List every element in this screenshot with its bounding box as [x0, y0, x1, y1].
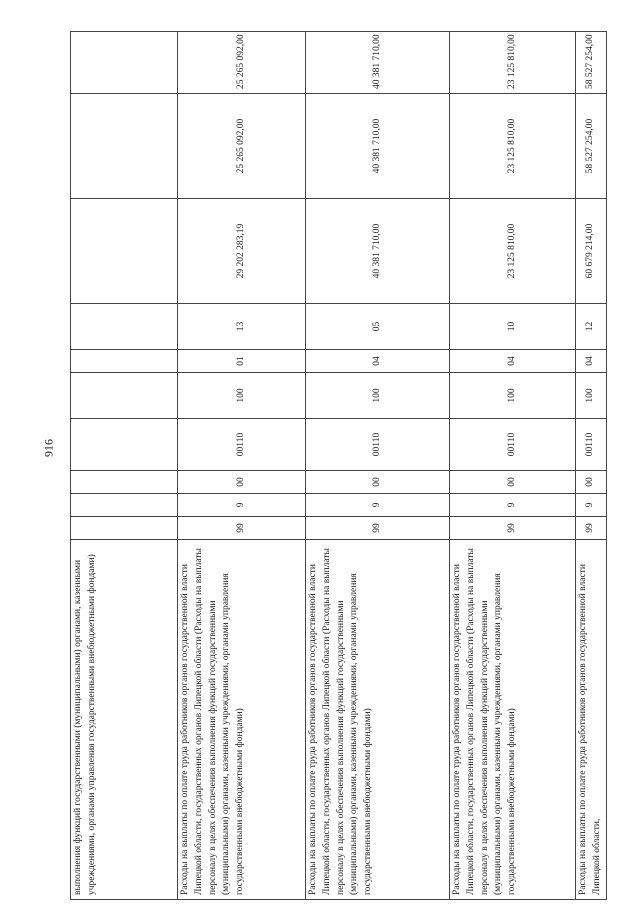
- row-amount-2: 40 381 710,00: [306, 94, 450, 199]
- row-amount-1: 40 381 710,00: [306, 199, 450, 304]
- table-row: [178, 32, 306, 900]
- row-code-2: 9: [178, 494, 306, 517]
- row-code-4: 00110: [306, 419, 450, 471]
- row-code-3: 00: [306, 471, 450, 494]
- row-code-6: 04: [306, 350, 450, 373]
- row-code-5: [71, 373, 178, 419]
- row-code-4: 00110: [178, 419, 306, 471]
- row-code-7: 12: [576, 304, 607, 350]
- row-amount-3: 23 125 810,00: [450, 32, 576, 94]
- row-code-3: 00: [450, 471, 576, 494]
- row-code-2: 9: [306, 494, 450, 517]
- row-amount-2: 58 527 254,00: [576, 94, 607, 199]
- row-amount-1: [71, 199, 178, 304]
- row-amount-2: 25 265 092,00: [178, 94, 306, 199]
- row-code-3: [71, 471, 178, 494]
- row-description: Расходы на выплаты по оплате труда работников органов государственной власти Липецкой области,: [576, 540, 607, 900]
- row-code-7: 13: [178, 304, 306, 350]
- table-row: [450, 32, 576, 900]
- row-code-5: 100: [306, 373, 450, 419]
- budget-table-frame: [70, 32, 602, 900]
- row-code-1: 99: [178, 517, 306, 540]
- table-row: [576, 32, 607, 900]
- row-code-4: [71, 419, 178, 471]
- row-code-2: 9: [450, 494, 576, 517]
- row-description: Расходы на выплаты по оплате труда работников органов государственной власти Липецкой области, государственных органов Липецкой области (Расходы на выплаты персоналу в целях обеспечения выполнения функций государственными (муниципальными) органами, казенными учреждениями, органами управления государственными внебюджетными фондами): [178, 540, 306, 900]
- row-code-4: 00110: [576, 419, 607, 471]
- row-code-6: 04: [576, 350, 607, 373]
- row-code-3: 00: [178, 471, 306, 494]
- table-row: [306, 32, 450, 900]
- budget-table: [70, 31, 607, 900]
- row-code-3: 00: [576, 471, 607, 494]
- row-amount-1: 29 202 283,19: [178, 199, 306, 304]
- row-description: Расходы на выплаты по оплате труда работников органов государственной власти Липецкой области, государственных органов Липецкой области (Расходы на выплаты персоналу в целях обеспечения выполнения функций государственными (муниципальными) органами, казенными учреждениями, органами управления государственными внебюджетными фондами): [306, 540, 450, 900]
- row-code-1: 99: [306, 517, 450, 540]
- row-description: Расходы на выплаты по оплате труда работников органов государственной власти Липецкой области, государственных органов Липецкой области (Расходы на выплаты персоналу в целях обеспечения выполнения функций государственными (муниципальными) органами, казенными учреждениями, органами управления государственными внебюджетными фондами): [450, 540, 576, 900]
- row-code-2: 9: [576, 494, 607, 517]
- row-description: выполнения функций государственными (муниципальными) органами, казенными учреждениями, органами управления государственными внебюджетными фондами): [71, 540, 178, 900]
- row-code-6: [71, 350, 178, 373]
- row-code-5: 100: [178, 373, 306, 419]
- row-code-6: 04: [450, 350, 576, 373]
- row-code-7: [71, 304, 178, 350]
- row-code-2: [71, 494, 178, 517]
- row-amount-3: 25 265 092,00: [178, 32, 306, 94]
- row-amount-1: 23 125 810,00: [450, 199, 576, 304]
- row-amount-2: [71, 94, 178, 199]
- row-code-6: 01: [178, 350, 306, 373]
- row-amount-1: 60 679 214,00: [576, 199, 607, 304]
- row-code-5: 100: [450, 373, 576, 419]
- row-code-4: 00110: [450, 419, 576, 471]
- row-amount-3: 58 527 254,00: [576, 32, 607, 94]
- row-code-7: 10: [450, 304, 576, 350]
- row-code-7: 05: [306, 304, 450, 350]
- row-amount-2: 23 125 810,00: [450, 94, 576, 199]
- row-code-1: [71, 517, 178, 540]
- table-row: [71, 32, 178, 900]
- row-code-5: 100: [576, 373, 607, 419]
- row-code-1: 99: [450, 517, 576, 540]
- row-amount-3: 40 381 710,00: [306, 32, 450, 94]
- rotated-table-wrapper: [70, 32, 602, 900]
- page-number: 916: [41, 439, 56, 457]
- row-code-1: 99: [576, 517, 607, 540]
- row-amount-3: [71, 32, 178, 94]
